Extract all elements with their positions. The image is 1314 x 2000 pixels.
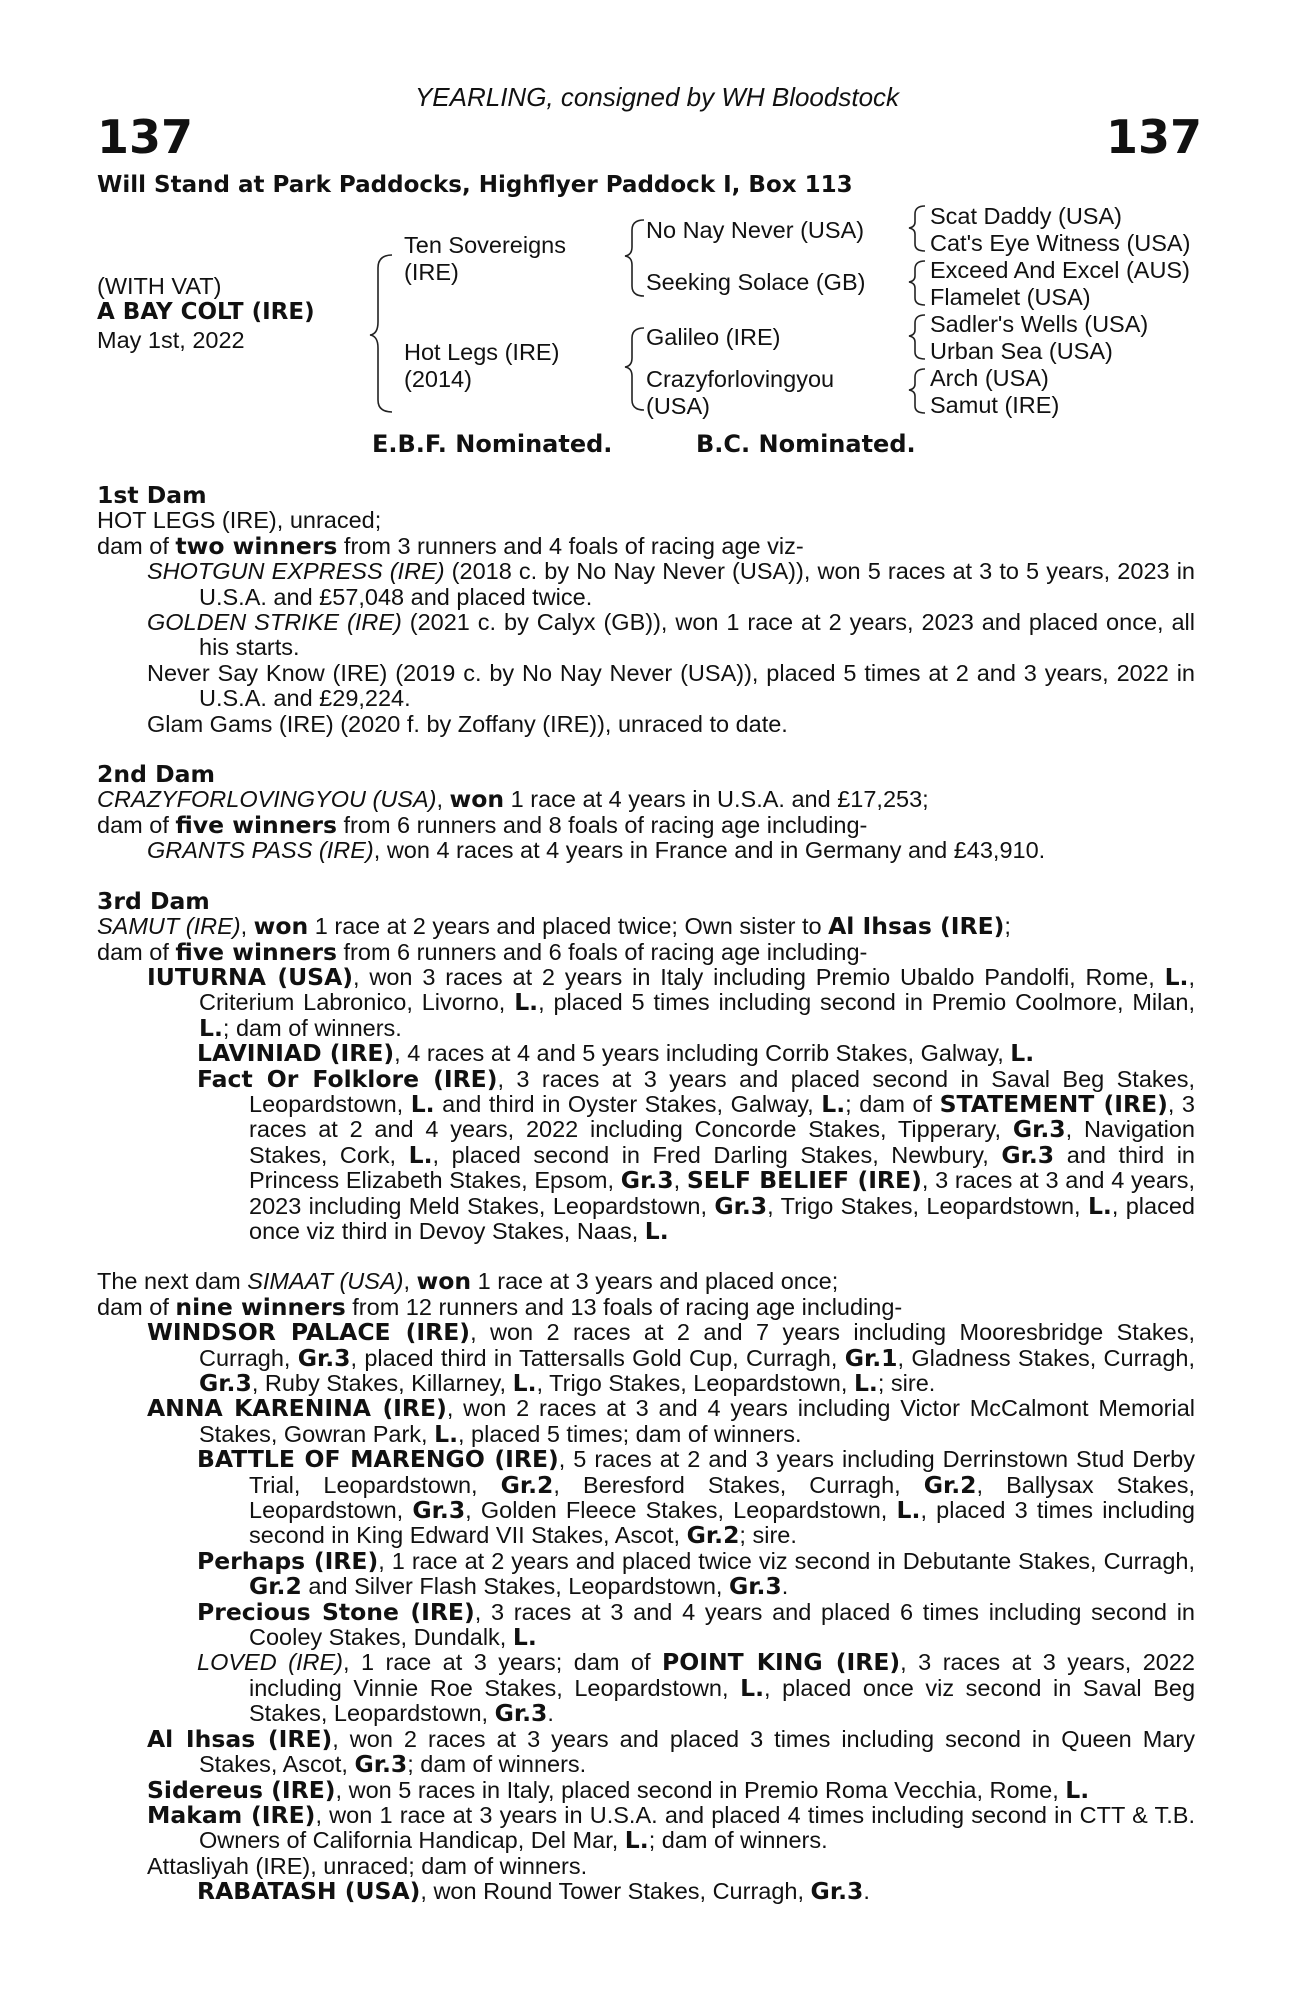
produce-entry: RABATASH (USA), won Round Tower Stakes, Curragh, Gr.3. (197, 1877, 870, 1906)
lot-number-left: 137 (97, 110, 194, 164)
produce-entry: Attasliyah (IRE), unraced; dam of winners. (147, 1852, 588, 1879)
produce-entry: Perhaps (IRE), 1 race at 2 years and placed twice viz second in Debutante Stakes, Curragh, Gr.2 and Silver Flash Stakes, Leopardstown, Gr.3. (197, 1546, 1196, 1601)
produce-entry: Fact Or Folklore (IRE), 3 races at 3 years and placed second in Saval Beg Stakes, Leopardstown, L. and third in Oyster Stakes, Galway, L.; dam of STATEMENT (IRE), 3 races at 2 and 4 years, 2022 including Concorde Stakes, Tipperary, Gr.3, Navigation Stakes, Cork, L., placed second in Fred Darling Stakes, Newbury, Gr.3 and third in Princess Elizabeth Stakes, Epsom, Gr.3, SELF BELIEF (IRE), 3 races at 3 and 4 years, 2023 including Meld Stakes, Leopardstown, Gr.3, Trigo Stakes, Leopardstown, L., placed once viz third in Devoy Stakes, Naas, L. (197, 1064, 1195, 1245)
produce-entry: IUTURNA (USA), won 3 races at 2 years in Italy including Premio Ubaldo Pandolfi, Rome, L., Criterium Labronico, Livorno, L., placed 5 times including second in Premio Coolmore, Milan, L.; dam of winners. (147, 962, 1196, 1042)
sire-sire: No Nay Never (USA) (646, 217, 865, 243)
produce-entry: GRANTS PASS (IRE), won 4 races at 4 years in France and in Germany and £43,910. (147, 837, 1046, 864)
catalogue-body (97, 483, 1195, 1905)
produce-entry: LAVINIAD (IRE), 4 races at 4 and 5 years including Corrib Stakes, Galway, L. (197, 1039, 1035, 1068)
second-dam-heading: 2nd Dam (97, 760, 215, 789)
produce-entry: BATTLE OF MARENGO (IRE), 5 races at 2 and 3 years including Derrinstown Stud Derby Trial, Leopardstown, Gr.2, Beresford Stakes, Curragh, Gr.2, Ballysax Stakes, Leopardstown, Gr.3, Golden Fleece Stakes, Leopardstown, L., placed 3 times including second in King Edward VII Stakes, Ascot, Gr.2; sire. (197, 1445, 1195, 1550)
produce-entry: WINDSOR PALACE (IRE), won 2 races at 2 and 7 years including Mooresbridge Stakes, Curragh, Gr.3, placed third in Tattersalls Gold Cup, Curragh, Gr.1, Gladness Stakes, Curragh, Gr.3, Ruby Stakes, Killarney, L., Trigo Stakes, Leopardstown, L.; sire. (147, 1318, 1195, 1397)
dam-dam: Crazyforlovingyou (646, 366, 835, 392)
dam-year: (2014) (404, 366, 472, 392)
produce-entry: Never Say Know (IRE) (2019 c. by No Nay Never (USA)), placed 5 times at 2 and 3 years, 2022 in U.S.A. and £29,224. (147, 659, 1195, 712)
third-dam-produce: dam of five winners from 6 runners and 6 foals of racing age including- (97, 937, 868, 966)
stand-location: Will Stand at Park Paddocks, Highflyer Paddock I, Box 113 (97, 172, 853, 198)
lot-number-right: 137 (1105, 110, 1202, 164)
produce-entry: SHOTGUN EXPRESS (IRE) (2018 c. by No Nay Never (USA)), won 5 races at 3 to 5 years, 2023 in U.S.A. and £57,048 and placed twice. (147, 558, 1195, 610)
second-dam-desc: CRAZYFORLOVINGYOU (USA), won 1 race at 4 years in U.S.A. and £17,253; (97, 785, 929, 814)
dam-name: Hot Legs (IRE) (404, 339, 560, 365)
g3-sss: Scat Daddy (USA) (930, 203, 1122, 229)
g3-dds: Arch (USA) (930, 365, 1049, 391)
sire-name: Ten Sovereigns (404, 232, 566, 258)
produce-entry: Glam Gams (IRE) (2020 f. by Zoffany (IRE)), unraced to date. (147, 710, 788, 737)
vat-note: (WITH VAT) (97, 273, 222, 299)
bc-nominated: B.C. Nominated. (696, 430, 916, 458)
first-dam-desc: HOT LEGS (IRE), unraced; (97, 507, 382, 534)
first-dam-heading: 1st Dam (97, 481, 207, 509)
g3-ddd: Samut (IRE) (930, 392, 1060, 418)
produce-entry: GOLDEN STRIKE (IRE) (2021 c. by Calyx (GB)), won 1 race at 2 years, 2023 and placed once, all his starts. (147, 609, 1195, 661)
g3-sdd: Flamelet (USA) (930, 284, 1091, 310)
fourth-dam-desc: The next dam SIMAAT (USA), won 1 race at 3 years and placed once; (97, 1267, 839, 1296)
produce-entry: Al Ihsas (IRE), won 2 races at 3 years and placed 3 times including second in Queen Mary Stakes, Ascot, Gr.3; dam of winners. (147, 1724, 1195, 1779)
third-dam-heading: 3rd Dam (97, 886, 210, 915)
g3-dsd: Urban Sea (USA) (930, 338, 1113, 364)
horse-dob: May 1st, 2022 (97, 327, 245, 353)
sire-dam: Seeking Solace (GB) (646, 269, 866, 295)
produce-entry: Makam (IRE), won 1 race at 3 years in U.S.A. and placed 4 times including second in CTT & T.B. Owners of California Handicap, Del Mar, L.; dam of winners. (147, 1800, 1195, 1855)
dam-sire: Galileo (IRE) (646, 324, 781, 350)
produce-entry: Sidereus (IRE), won 5 races in Italy, placed second in Premio Roma Vecchia, Rome, L. (147, 1775, 1090, 1804)
g3-dss: Sadler's Wells (USA) (930, 311, 1149, 337)
fourth-dam-produce: dam of nine winners from 12 runners and 13 foals of racing age including- (97, 1292, 903, 1321)
produce-entry: Precious Stone (IRE), 3 races at 3 and 4 years and placed 6 times including second in Cooley Stakes, Dundalk, L. (197, 1597, 1195, 1652)
third-dam-desc: SAMUT (IRE), won 1 race at 2 years and placed twice; Own sister to Al Ihsas (IRE); (97, 912, 1011, 941)
g3-sds: Exceed And Excel (AUS) (930, 257, 1190, 283)
horse-name: A BAY COLT (IRE) (97, 299, 315, 325)
produce-entry: LOVED (IRE), 1 race at 3 years; dam of POINT KING (IRE), 3 races at 3 years, 2022 including Vinnie Roe Stakes, Leopardstown, L., placed once viz second in Saval Beg Stakes, Leopardstown, Gr.3. (197, 1648, 1196, 1728)
dam-dam-country: (USA) (646, 393, 710, 419)
first-dam-produce: dam of two winners from 3 runners and 4 foals of racing age viz- (97, 531, 804, 560)
consignor-heading: YEARLING, consigned by WH Bloodstock (414, 82, 900, 112)
produce-entry: ANNA KARENINA (IRE), won 2 races at 3 and 4 years including Victor McCalmont Memorial Stakes, Gowran Park, L., placed 5 times; dam of winners. (147, 1394, 1195, 1448)
g3-ssd: Cat's Eye Witness (USA) (930, 230, 1191, 256)
sire-country: (IRE) (404, 259, 459, 285)
second-dam-produce: dam of five winners from 6 runners and 8 foals of racing age including- (97, 810, 868, 839)
ebf-nominated: E.B.F. Nominated. (372, 430, 613, 458)
